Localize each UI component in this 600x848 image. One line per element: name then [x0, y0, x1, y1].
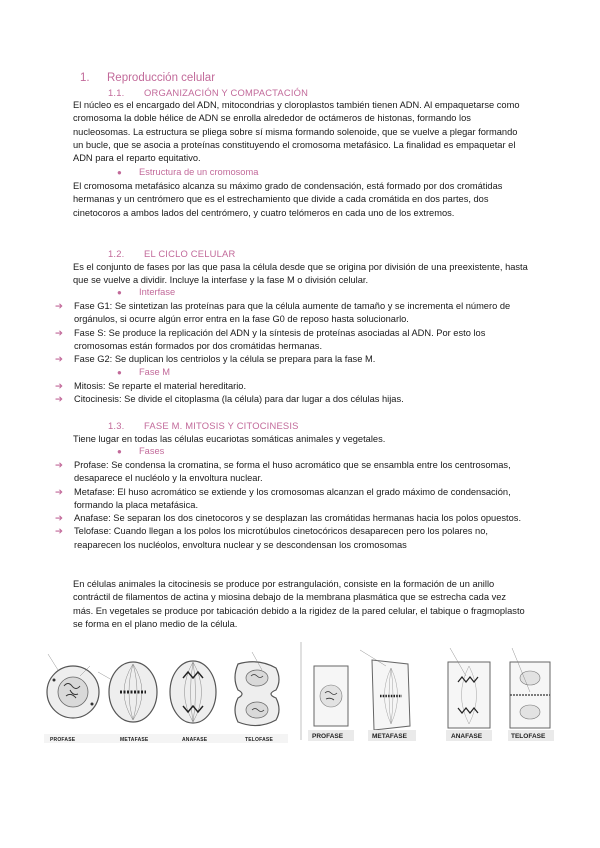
section-number: 1. — [80, 72, 90, 84]
bullet-interfase — [117, 287, 175, 297]
list-fase-m — [55, 380, 530, 407]
subheading-number: 1.3. — [108, 420, 125, 431]
bullet-dot: ● — [117, 368, 122, 377]
list-item — [55, 459, 530, 486]
figure-plant-mitosis — [300, 640, 562, 750]
paragraph-nucleo: El núcleo es el encargado del ADN, mitocondrias y cloroplastos también tienen ADN. Al empaquetarse como cromosoma la doble hélice de ADN se enrolla alrededor de octámeros de histonas, formando los nucleosomas. La estructura se pliega sobre sí misma formando solenoide, que se vuelve a plegar formando un bucle, que se asocia a proteínas constituyendo el cromosoma metafásico. La finalidad es empaquetar el ADN para el reparto equitativo. — [73, 100, 520, 164]
arrow-icon: ➔ — [55, 526, 63, 538]
figure-caption: TELOFASE — [511, 733, 546, 740]
list-item-text: Fase S: Se produce la replicación del ADN y la síntesis de proteínas asociadas al ADN. Por esto los cromosomas están formados por dos cromátidas hermanas. — [74, 327, 486, 351]
bullet-label: Estructura de un cromosoma — [139, 167, 259, 177]
subheading-organizacion — [108, 87, 308, 98]
subheading-number: 1.2. — [108, 248, 125, 259]
figure-caption: ANAFASE — [451, 733, 483, 740]
list-item-text: Profase: Se condensa la cromatina, se forma el huso acromático que se ensambla entre los centrosomas, desaparece el nucléolo y la envoltura nuclear. — [74, 460, 511, 484]
arrow-icon: ➔ — [55, 381, 63, 392]
bullet-label: Interfase — [139, 287, 176, 297]
figure-caption: TELOFASE — [245, 737, 273, 743]
subheading-ciclo — [108, 248, 235, 259]
section-heading — [80, 72, 215, 84]
bullet-fases — [117, 446, 164, 456]
figure-caption: PROFASE — [50, 737, 76, 743]
animal-anafase-cell — [170, 661, 216, 723]
bullet-estructura — [117, 167, 258, 177]
bullet-label: Fases — [139, 446, 165, 456]
list-item — [55, 327, 530, 354]
list-item — [55, 380, 530, 393]
bullet-label: Fase M — [139, 367, 170, 377]
arrow-icon: ➔ — [55, 460, 63, 471]
figure-caption: METAFASE — [120, 737, 149, 743]
bullet-dot: ● — [117, 288, 122, 297]
list-item — [55, 525, 530, 552]
section-title: Reproducción celular — [107, 72, 216, 84]
subheading-title: FASE M. MITOSIS Y CITOCINESIS — [144, 420, 299, 431]
bullet-dot: ● — [117, 168, 122, 177]
list-item-text: Anafase: Se separan los dos cinetocoros y se desplazan las cromátidas hermanas hacia los polos opuestos. — [74, 513, 522, 524]
figure-caption: PROFASE — [312, 733, 344, 740]
arrow-icon: ➔ — [55, 486, 63, 498]
list-item — [55, 512, 530, 525]
list-item-text: Metafase: El huso acromático se extiende y los cromosomas alcanzan el grado máximo de condensación, formando la placa metafásica. — [74, 486, 511, 510]
list-item — [55, 300, 530, 327]
list-fases — [55, 459, 530, 552]
arrow-icon: ➔ — [55, 327, 63, 339]
paragraph-eucariotas: Tiene lugar en todas las células eucariotas somáticas animales y vegetales. — [73, 434, 386, 444]
list-item-text: Telofase: Cuando llegan a los polos los microtúbulos cinetocóricos desaparecen pero los polares no, reaparecen los nucléolos, envoltura nuclear y se descondensan los cromosomas — [74, 526, 488, 550]
figure-caption: ANAFASE — [182, 737, 208, 743]
subheading-title: EL CICLO CELULAR — [144, 248, 236, 259]
subheading-fase-m — [108, 420, 299, 431]
figure-animal-mitosis — [40, 640, 292, 750]
list-item-text: Mitosis: Se reparte el material hereditario. — [74, 381, 247, 391]
arrow-icon: ➔ — [55, 513, 63, 525]
list-item — [55, 393, 530, 406]
arrow-icon: ➔ — [55, 354, 63, 366]
list-interfase — [55, 300, 530, 366]
subheading-title: ORGANIZACIÓN Y COMPACTACIÓN — [144, 87, 309, 98]
list-item-text: Fase G1: Se sintetizan las proteínas para que la célula aumente de tamaño y se incrementa el número de orgánulos, si ocurre algún error entra en la fase G0 de reposo hasta solucionarlo. — [74, 301, 511, 325]
figure-caption: METAFASE — [372, 733, 407, 740]
list-item-text: Fase G2: Se duplican los centriolos y la célula se prepara para la fase M. — [74, 354, 376, 365]
list-item — [55, 353, 530, 366]
paragraph-cromosoma: El cromosoma metafásico alcanza su máximo grado de condensación, está formado por dos cromátidas hermanas y un centrómero que es el estrechamiento que divide a cada cromátida en dos partes, dos cinetocoros a ambos lados del centrómero, y cuatro telómeros en cada uno de los extremos. — [73, 181, 503, 218]
list-item — [55, 486, 530, 513]
subheading-number: 1.1. — [108, 87, 125, 98]
paragraph-citocinesis: En células animales la citocinesis se produce por estrangulación, consiste en la formación de un anillo contráctil de filamentos de actina y miosina debajo de la membrana plasmática que se estrecha cada vez más. En vegetales se produce por tabicación debido a la rigidez de la pared celular, el tabique o fragmoplasto se forma en el plano medio de la célula. — [73, 579, 525, 629]
arrow-icon: ➔ — [55, 301, 63, 312]
list-item-text: Citocinesis: Se divide el citoplasma (la célula) para dar lugar a dos células hijas. — [74, 394, 404, 405]
bullet-dot: ● — [117, 447, 122, 456]
bullet-fase-m — [117, 367, 170, 377]
arrow-icon: ➔ — [55, 394, 63, 406]
plant-profase-cell — [314, 666, 348, 726]
paragraph-ciclo: Es el conjunto de fases por las que pasa la célula desde que se origina por división de una preexistente, hasta que se vuelve a dividir. Incluye la interfase y la fase M o división celular. — [73, 262, 528, 286]
